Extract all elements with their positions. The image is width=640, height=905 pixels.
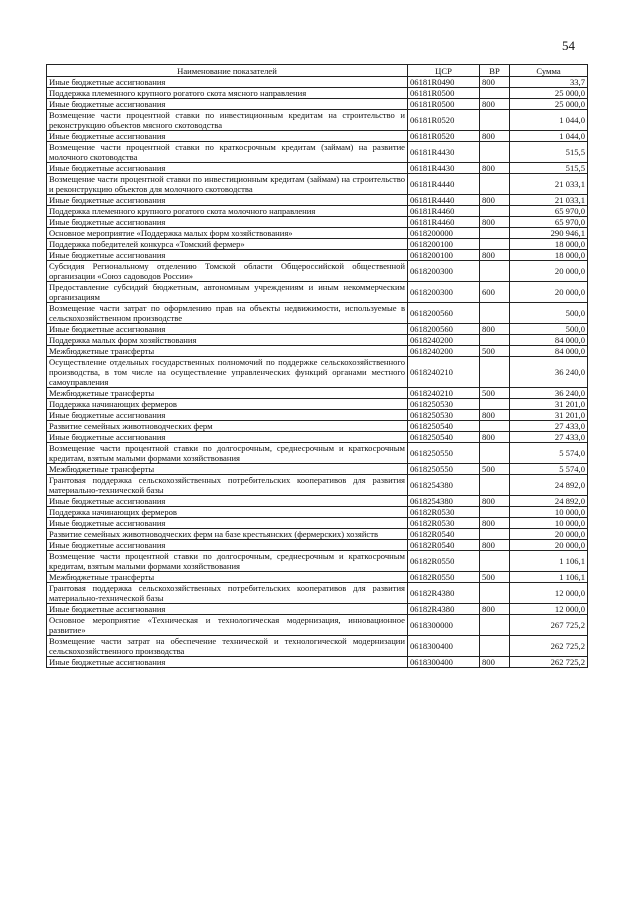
row-sum-cell: 65 970,0 (510, 217, 588, 228)
row-vr-cell (480, 110, 510, 131)
row-sum-cell: 31 201,0 (510, 410, 588, 421)
row-sum-cell: 1 044,0 (510, 131, 588, 142)
row-name-cell: Грантовая поддержка сельскохозяйственных потребительских кооперативов для развития материально-технической базы (47, 475, 408, 496)
table-row (47, 507, 588, 518)
row-sum-cell: 84 000,0 (510, 335, 588, 346)
row-sum-cell: 262 725,2 (510, 636, 588, 657)
row-code-cell: 0618300400 (408, 657, 480, 668)
column-header-name: Наименование показателей (47, 65, 408, 77)
table-row (47, 636, 588, 657)
table-row (47, 239, 588, 250)
row-vr-cell: 500 (480, 572, 510, 583)
table-row (47, 195, 588, 206)
row-code-cell: 06181R4430 (408, 142, 480, 163)
row-name-cell: Межбюджетные трансферты (47, 346, 408, 357)
row-vr-cell (480, 421, 510, 432)
row-code-cell: 0618250530 (408, 410, 480, 421)
table-row (47, 657, 588, 668)
row-code-cell: 0618240210 (408, 357, 480, 388)
table-row (47, 142, 588, 163)
row-sum-cell: 21 033,1 (510, 174, 588, 195)
table-row (47, 410, 588, 421)
row-name-cell: Межбюджетные трансферты (47, 464, 408, 475)
row-name-cell: Возмещение части процентной ставки по инвестиционным кредитам на строительство и реконструкцию объектов мясного скотоводства (47, 110, 408, 131)
row-vr-cell: 800 (480, 163, 510, 174)
row-vr-cell (480, 228, 510, 239)
row-vr-cell: 800 (480, 250, 510, 261)
row-name-cell: Осуществление отдельных государственных полномочий по поддержке сельскохозяйственного производства, в том числе на осуществление управленческих функций органами местного самоуправления (47, 357, 408, 388)
row-name-cell: Иные бюджетные ассигнования (47, 432, 408, 443)
row-vr-cell (480, 636, 510, 657)
table-row (47, 324, 588, 335)
table-row (47, 421, 588, 432)
row-name-cell: Возмещение части процентной ставки по долгосрочным, среднесрочным и краткосрочным кредитам, взятым малыми формами хозяйствования (47, 551, 408, 572)
row-sum-cell: 20 000,0 (510, 540, 588, 551)
row-code-cell: 0618250550 (408, 464, 480, 475)
table-row (47, 228, 588, 239)
row-name-cell: Возмещение части затрат на обеспечение технической и технологической модернизации сельскохозяйственного производства (47, 636, 408, 657)
row-vr-cell: 800 (480, 496, 510, 507)
table-row (47, 163, 588, 174)
row-vr-cell: 800 (480, 604, 510, 615)
row-vr-cell: 800 (480, 324, 510, 335)
row-sum-cell: 36 240,0 (510, 357, 588, 388)
row-sum-cell: 24 892,0 (510, 475, 588, 496)
table-row (47, 174, 588, 195)
row-name-cell: Предоставление субсидий бюджетным, автономным учреждениям и иным некоммерческим организациям (47, 282, 408, 303)
row-vr-cell (480, 443, 510, 464)
row-sum-cell: 1 106,1 (510, 572, 588, 583)
table-row (47, 357, 588, 388)
column-header-vr: ВР (480, 65, 510, 77)
row-code-cell: 0618250530 (408, 399, 480, 410)
row-name-cell: Возмещение части процентной ставки по инвестиционным кредитам (займам) на строительство и реконструкцию объектов для молочного скотоводства (47, 174, 408, 195)
row-sum-cell: 65 970,0 (510, 206, 588, 217)
row-vr-cell: 500 (480, 346, 510, 357)
row-sum-cell: 27 433,0 (510, 421, 588, 432)
row-name-cell: Развитие семейных животноводческих ферм (47, 421, 408, 432)
row-code-cell: 06181R4460 (408, 206, 480, 217)
row-name-cell: Иные бюджетные ассигнования (47, 195, 408, 206)
row-vr-cell: 800 (480, 99, 510, 110)
row-name-cell: Межбюджетные трансферты (47, 572, 408, 583)
row-code-cell: 0618200560 (408, 324, 480, 335)
table-header-row (47, 65, 588, 77)
row-sum-cell: 25 000,0 (510, 99, 588, 110)
row-sum-cell: 267 725,2 (510, 615, 588, 636)
page-number: 54 (562, 38, 575, 53)
row-vr-cell (480, 261, 510, 282)
row-code-cell: 06181R0520 (408, 110, 480, 131)
table-row (47, 529, 588, 540)
row-sum-cell: 1 106,1 (510, 551, 588, 572)
row-name-cell: Межбюджетные трансферты (47, 388, 408, 399)
row-code-cell: 0618200000 (408, 228, 480, 239)
table-row (47, 572, 588, 583)
row-vr-cell (480, 142, 510, 163)
row-code-cell: 06182R0540 (408, 529, 480, 540)
table-row (47, 217, 588, 228)
budget-table (46, 64, 588, 668)
table-row (47, 77, 588, 88)
row-code-cell: 0618250550 (408, 443, 480, 464)
table-row (47, 250, 588, 261)
row-sum-cell: 290 946,1 (510, 228, 588, 239)
row-name-cell: Поддержка племенного крупного рогатого скота молочного направления (47, 206, 408, 217)
row-code-cell: 0618200300 (408, 261, 480, 282)
row-code-cell: 0618240210 (408, 388, 480, 399)
table-row (47, 131, 588, 142)
table-row (47, 432, 588, 443)
row-code-cell: 0618250540 (408, 421, 480, 432)
row-vr-cell (480, 551, 510, 572)
row-name-cell: Иные бюджетные ассигнования (47, 250, 408, 261)
row-vr-cell: 500 (480, 388, 510, 399)
row-code-cell: 0618200300 (408, 282, 480, 303)
row-sum-cell: 20 000,0 (510, 261, 588, 282)
row-code-cell: 06182R0530 (408, 518, 480, 529)
row-code-cell: 06182R4380 (408, 583, 480, 604)
row-code-cell: 06181R0500 (408, 99, 480, 110)
row-sum-cell: 515,5 (510, 163, 588, 174)
row-sum-cell: 84 000,0 (510, 346, 588, 357)
row-sum-cell: 12 000,0 (510, 604, 588, 615)
table-row (47, 518, 588, 529)
row-code-cell: 0618254380 (408, 496, 480, 507)
row-code-cell: 06182R0530 (408, 507, 480, 518)
row-vr-cell: 800 (480, 540, 510, 551)
row-vr-cell: 800 (480, 195, 510, 206)
row-sum-cell: 25 000,0 (510, 88, 588, 99)
row-sum-cell: 10 000,0 (510, 507, 588, 518)
row-code-cell: 0618240200 (408, 335, 480, 346)
row-name-cell: Основное мероприятие «Поддержка малых форм хозяйствования» (47, 228, 408, 239)
row-code-cell: 06182R4380 (408, 604, 480, 615)
row-name-cell: Иные бюджетные ассигнования (47, 518, 408, 529)
row-sum-cell: 20 000,0 (510, 282, 588, 303)
row-sum-cell: 31 201,0 (510, 399, 588, 410)
row-name-cell: Поддержка победителей конкурса «Томский фермер» (47, 239, 408, 250)
table-row (47, 261, 588, 282)
row-vr-cell (480, 583, 510, 604)
row-code-cell: 0618300000 (408, 615, 480, 636)
table-row (47, 303, 588, 324)
row-vr-cell (480, 357, 510, 388)
row-sum-cell: 36 240,0 (510, 388, 588, 399)
row-vr-cell (480, 529, 510, 540)
row-code-cell: 06182R0550 (408, 551, 480, 572)
row-name-cell: Иные бюджетные ассигнования (47, 604, 408, 615)
row-sum-cell: 33,7 (510, 77, 588, 88)
table-body (47, 77, 588, 668)
row-name-cell: Возмещение части процентной ставки по долгосрочным, среднесрочным и краткосрочным кредитам, взятым малыми формами хозяйствования (47, 443, 408, 464)
row-name-cell: Субсидия Региональному отделению Томской области Общероссийской общественной организации «Союз садоводов России» (47, 261, 408, 282)
row-vr-cell (480, 88, 510, 99)
row-vr-cell: 800 (480, 131, 510, 142)
row-code-cell: 0618240200 (408, 346, 480, 357)
row-code-cell: 0618200100 (408, 250, 480, 261)
column-header-sum: Сумма (510, 65, 588, 77)
row-code-cell: 06181R4440 (408, 174, 480, 195)
row-vr-cell: 800 (480, 432, 510, 443)
row-vr-cell (480, 475, 510, 496)
row-name-cell: Поддержка начинающих фермеров (47, 399, 408, 410)
table-row (47, 496, 588, 507)
table-row (47, 388, 588, 399)
row-vr-cell: 800 (480, 410, 510, 421)
row-sum-cell: 20 000,0 (510, 529, 588, 540)
row-name-cell: Возмещение части затрат по оформлению прав на объекты недвижимости, используемые в сельскохозяйственном производстве (47, 303, 408, 324)
row-sum-cell: 24 892,0 (510, 496, 588, 507)
table-row (47, 540, 588, 551)
row-vr-cell (480, 335, 510, 346)
row-name-cell: Иные бюджетные ассигнования (47, 657, 408, 668)
row-code-cell: 0618250540 (408, 432, 480, 443)
row-code-cell: 0618254380 (408, 475, 480, 496)
table-row (47, 443, 588, 464)
row-vr-cell: 500 (480, 464, 510, 475)
row-name-cell: Иные бюджетные ассигнования (47, 77, 408, 88)
row-sum-cell: 500,0 (510, 324, 588, 335)
row-name-cell: Развитие семейных животноводческих ферм на базе крестьянских (фермерских) хозяйств (47, 529, 408, 540)
column-header-code: ЦСР (408, 65, 480, 77)
row-vr-cell: 800 (480, 657, 510, 668)
row-sum-cell: 18 000,0 (510, 250, 588, 261)
row-code-cell: 06181R0520 (408, 131, 480, 142)
table-row (47, 583, 588, 604)
row-code-cell: 0618200100 (408, 239, 480, 250)
table-row (47, 110, 588, 131)
row-name-cell: Поддержка малых форм хозяйствования (47, 335, 408, 346)
row-code-cell: 06181R4460 (408, 217, 480, 228)
row-name-cell: Иные бюджетные ассигнования (47, 410, 408, 421)
table-row (47, 604, 588, 615)
row-sum-cell: 515,5 (510, 142, 588, 163)
row-code-cell: 06181R0500 (408, 88, 480, 99)
row-sum-cell: 18 000,0 (510, 239, 588, 250)
row-vr-cell (480, 206, 510, 217)
table-row (47, 206, 588, 217)
table-row (47, 464, 588, 475)
table-row (47, 335, 588, 346)
row-vr-cell (480, 399, 510, 410)
row-name-cell: Основное мероприятие «Техническая и технологическая модернизация, инновационное развитие» (47, 615, 408, 636)
table-row (47, 282, 588, 303)
table-row (47, 551, 588, 572)
row-name-cell: Иные бюджетные ассигнования (47, 540, 408, 551)
row-name-cell: Иные бюджетные ассигнования (47, 99, 408, 110)
row-sum-cell: 12 000,0 (510, 583, 588, 604)
table-row (47, 99, 588, 110)
table-row (47, 615, 588, 636)
row-vr-cell (480, 615, 510, 636)
table-row (47, 475, 588, 496)
row-code-cell: 06181R4440 (408, 195, 480, 206)
row-vr-cell (480, 507, 510, 518)
row-name-cell: Иные бюджетные ассигнования (47, 324, 408, 335)
row-sum-cell: 262 725,2 (510, 657, 588, 668)
row-sum-cell: 5 574,0 (510, 464, 588, 475)
row-vr-cell: 600 (480, 282, 510, 303)
row-name-cell: Грантовая поддержка сельскохозяйственных потребительских кооперативов для развития материально-технической базы (47, 583, 408, 604)
row-sum-cell: 1 044,0 (510, 110, 588, 131)
row-vr-cell: 800 (480, 518, 510, 529)
row-code-cell: 06182R0540 (408, 540, 480, 551)
row-vr-cell: 800 (480, 217, 510, 228)
row-code-cell: 06182R0550 (408, 572, 480, 583)
row-sum-cell: 27 433,0 (510, 432, 588, 443)
table-row (47, 88, 588, 99)
table-row (47, 399, 588, 410)
row-vr-cell (480, 303, 510, 324)
row-sum-cell: 10 000,0 (510, 518, 588, 529)
row-name-cell: Иные бюджетные ассигнования (47, 163, 408, 174)
row-code-cell: 06181R0490 (408, 77, 480, 88)
row-name-cell: Поддержка начинающих фермеров (47, 507, 408, 518)
row-sum-cell: 500,0 (510, 303, 588, 324)
row-vr-cell: 800 (480, 77, 510, 88)
row-code-cell: 0618200560 (408, 303, 480, 324)
row-vr-cell (480, 239, 510, 250)
row-code-cell: 06181R4430 (408, 163, 480, 174)
table-row (47, 346, 588, 357)
row-name-cell: Поддержка племенного крупного рогатого скота мясного направления (47, 88, 408, 99)
row-sum-cell: 5 574,0 (510, 443, 588, 464)
row-name-cell: Иные бюджетные ассигнования (47, 131, 408, 142)
row-vr-cell (480, 174, 510, 195)
row-code-cell: 0618300400 (408, 636, 480, 657)
row-sum-cell: 21 033,1 (510, 195, 588, 206)
row-name-cell: Возмещение части процентной ставки по краткосрочным кредитам (займам) на развитие молочного скотоводства (47, 142, 408, 163)
row-name-cell: Иные бюджетные ассигнования (47, 217, 408, 228)
row-name-cell: Иные бюджетные ассигнования (47, 496, 408, 507)
